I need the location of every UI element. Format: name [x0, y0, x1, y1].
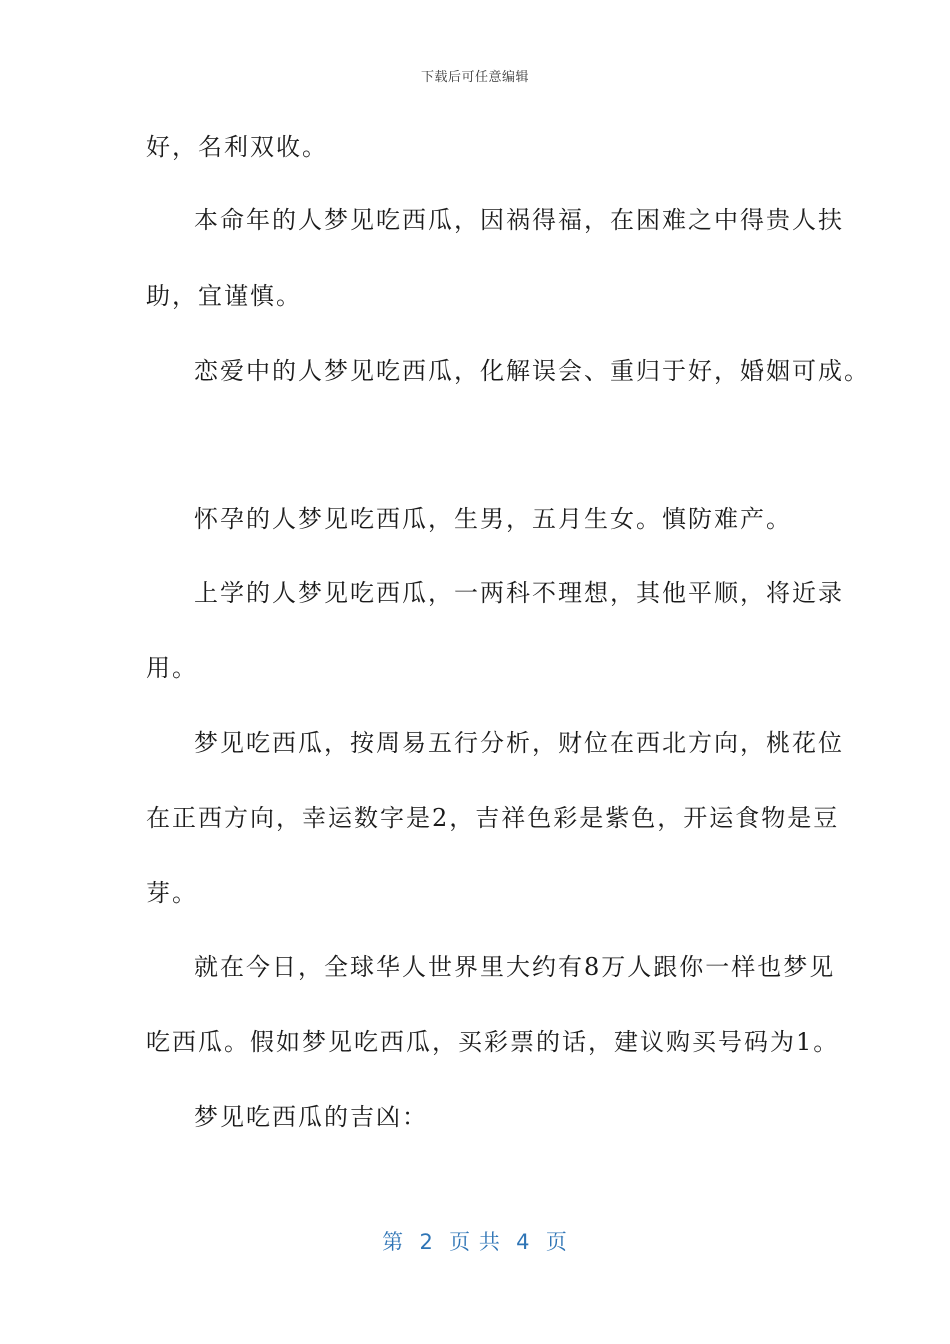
text-line: 吃西瓜。假如梦见吃西瓜，买彩票的话，建议购买号码为1。	[146, 1028, 840, 1056]
text-line: 在正西方向，幸运数字是2，吉祥色彩是紫色，开运食物是豆	[146, 804, 840, 832]
text-line: 好，名利双收。	[146, 133, 328, 161]
text-line: 本命年的人梦见吃西瓜，因祸得福，在困难之中得贵人扶	[194, 206, 844, 234]
text-line: 梦见吃西瓜，按周易五行分析，财位在西北方向，桃花位	[194, 729, 844, 757]
text-line: 用。	[146, 654, 198, 682]
text-line: 怀孕的人梦见吃西瓜，生男，五月生女。慎防难产。	[194, 505, 792, 533]
text-line: 就在今日，全球华人世界里大约有8万人跟你一样也梦见	[194, 953, 836, 981]
page-header-note: 下载后可任意编辑	[420, 70, 529, 85]
text-line: 恋爱中的人梦见吃西瓜，化解误会、重归于好，婚姻可成。	[194, 357, 870, 385]
text-line: 上学的人梦见吃西瓜，一两科不理想，其他平顺，将近录	[194, 579, 844, 607]
page-number-footer: 第 2 页 共 4 页	[382, 1230, 568, 1254]
text-line: 芽。	[146, 879, 198, 907]
text-line: 助，宜谨慎。	[146, 282, 302, 310]
text-line: 梦见吃西瓜的吉凶：	[194, 1103, 428, 1131]
